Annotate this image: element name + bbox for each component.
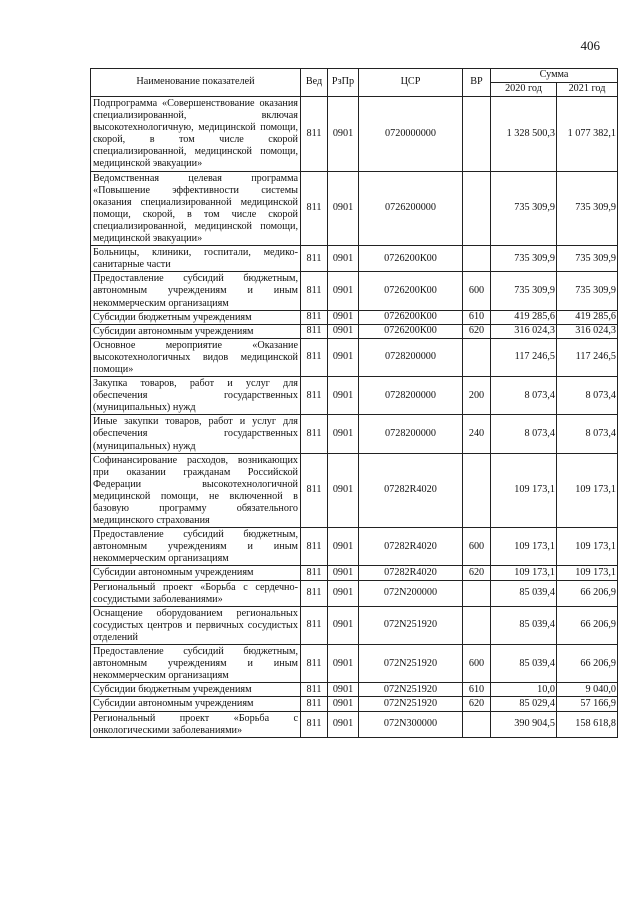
row-value-2021: 158 618,8 <box>557 711 618 737</box>
row-value-2020: 109 173,1 <box>491 453 557 528</box>
row-value-2021: 9 040,0 <box>557 683 618 697</box>
row-rzpr: 0901 <box>328 310 359 324</box>
row-value-2020: 8 073,4 <box>491 377 557 415</box>
row-name: Субсидии автономным учреждениям <box>91 324 301 338</box>
header-year-2021: 2021 год <box>557 83 618 97</box>
row-name: Основное мероприятие «Оказание высокотехнологичных видов медицинской помощи» <box>91 338 301 376</box>
row-ved: 811 <box>301 324 328 338</box>
page-number: 406 <box>580 38 600 53</box>
row-value-2020: 8 073,4 <box>491 415 557 453</box>
row-ved: 811 <box>301 645 328 683</box>
row-name: Субсидии бюджетным учреждениям <box>91 310 301 324</box>
table-row <box>91 528 618 566</box>
row-vr <box>463 580 491 606</box>
row-value-2020: 735 309,9 <box>491 272 557 310</box>
row-value-2021: 117 246,5 <box>557 338 618 376</box>
row-vr: 600 <box>463 528 491 566</box>
table-row <box>91 338 618 376</box>
row-rzpr: 0901 <box>328 528 359 566</box>
table-row <box>91 324 618 338</box>
header-row <box>91 69 618 83</box>
row-vr <box>463 338 491 376</box>
row-name: Подпрограмма «Совершенствование оказания специализированной, включая высокотехнологичную, медицинской помощи, скорой, в том числе скорой специализированной, медицинской помощи, медицинской эвакуации» <box>91 97 301 172</box>
row-vr: 240 <box>463 415 491 453</box>
row-name: Закупка товаров, работ и услуг для обеспечения государственных (муниципальных) нужд <box>91 377 301 415</box>
row-ved: 811 <box>301 272 328 310</box>
row-ved: 811 <box>301 415 328 453</box>
row-rzpr: 0901 <box>328 711 359 737</box>
row-name: Иные закупки товаров, работ и услуг для обеспечения государственных (муниципальных) нужд <box>91 415 301 453</box>
row-csr: 0728200000 <box>359 415 463 453</box>
row-name: Больницы, клиники, госпитали, медико-санитарные части <box>91 246 301 272</box>
row-csr: 07282R4020 <box>359 566 463 580</box>
row-ved: 811 <box>301 528 328 566</box>
row-value-2020: 85 039,4 <box>491 580 557 606</box>
row-value-2021: 109 173,1 <box>557 566 618 580</box>
table-row <box>91 697 618 711</box>
row-ved: 811 <box>301 310 328 324</box>
row-name: Предоставление субсидий бюджетным, автономным учреждениям и иным некоммерческим организациям <box>91 645 301 683</box>
row-name: Субсидии автономным учреждениям <box>91 697 301 711</box>
row-name: Софинансирование расходов, возникающих при оказании гражданам Российской Федерации высокотехнологичной медицинской помощи, не включенной в базовую программу обязательного медицинского страхования <box>91 453 301 528</box>
row-rzpr: 0901 <box>328 415 359 453</box>
table-row <box>91 453 618 528</box>
table-row <box>91 272 618 310</box>
row-rzpr: 0901 <box>328 580 359 606</box>
row-value-2020: 1 328 500,3 <box>491 97 557 172</box>
row-vr: 600 <box>463 645 491 683</box>
row-name: Субсидии автономным учреждениям <box>91 566 301 580</box>
row-rzpr: 0901 <box>328 272 359 310</box>
row-csr: 0726200К00 <box>359 246 463 272</box>
row-value-2020: 390 904,5 <box>491 711 557 737</box>
row-vr: 600 <box>463 272 491 310</box>
row-rzpr: 0901 <box>328 645 359 683</box>
row-value-2021: 735 309,9 <box>557 171 618 246</box>
row-ved: 811 <box>301 606 328 644</box>
row-value-2021: 66 206,9 <box>557 606 618 644</box>
row-vr <box>463 97 491 172</box>
row-csr: 07282R4020 <box>359 453 463 528</box>
header-sum: Сумма <box>491 69 618 83</box>
row-csr: 07282R4020 <box>359 528 463 566</box>
row-csr: 072N200000 <box>359 580 463 606</box>
row-rzpr: 0901 <box>328 97 359 172</box>
row-rzpr: 0901 <box>328 171 359 246</box>
row-vr: 610 <box>463 310 491 324</box>
row-value-2020: 109 173,1 <box>491 528 557 566</box>
row-vr <box>463 453 491 528</box>
row-ved: 811 <box>301 338 328 376</box>
row-value-2020: 316 024,3 <box>491 324 557 338</box>
row-value-2021: 109 173,1 <box>557 453 618 528</box>
row-ved: 811 <box>301 377 328 415</box>
row-rzpr: 0901 <box>328 606 359 644</box>
row-value-2020: 735 309,9 <box>491 246 557 272</box>
row-csr: 072N251920 <box>359 683 463 697</box>
row-rzpr: 0901 <box>328 377 359 415</box>
row-ved: 811 <box>301 171 328 246</box>
row-rzpr: 0901 <box>328 697 359 711</box>
row-csr: 0720000000 <box>359 97 463 172</box>
table-row <box>91 310 618 324</box>
header-csr: ЦСР <box>359 69 463 97</box>
row-csr: 0728200000 <box>359 377 463 415</box>
header-ved: Вед <box>301 69 328 97</box>
row-ved: 811 <box>301 246 328 272</box>
row-vr: 620 <box>463 566 491 580</box>
row-rzpr: 0901 <box>328 324 359 338</box>
table-row <box>91 645 618 683</box>
table-row <box>91 683 618 697</box>
row-rzpr: 0901 <box>328 566 359 580</box>
table-body <box>91 97 618 738</box>
header-name: Наименование показателей <box>91 69 301 97</box>
row-value-2021: 57 166,9 <box>557 697 618 711</box>
row-ved: 811 <box>301 683 328 697</box>
row-csr: 0726200К00 <box>359 272 463 310</box>
row-value-2020: 85 039,4 <box>491 645 557 683</box>
table-row <box>91 97 618 172</box>
row-vr <box>463 711 491 737</box>
row-value-2020: 117 246,5 <box>491 338 557 376</box>
row-value-2021: 419 285,6 <box>557 310 618 324</box>
row-value-2020: 735 309,9 <box>491 171 557 246</box>
row-value-2021: 735 309,9 <box>557 246 618 272</box>
table-row <box>91 171 618 246</box>
row-vr: 620 <box>463 697 491 711</box>
row-vr: 620 <box>463 324 491 338</box>
table-row <box>91 566 618 580</box>
row-csr: 072N300000 <box>359 711 463 737</box>
row-rzpr: 0901 <box>328 338 359 376</box>
row-value-2021: 1 077 382,1 <box>557 97 618 172</box>
row-rzpr: 0901 <box>328 453 359 528</box>
row-csr: 0728200000 <box>359 338 463 376</box>
row-ved: 811 <box>301 697 328 711</box>
budget-table <box>90 68 618 738</box>
row-value-2021: 109 173,1 <box>557 528 618 566</box>
row-value-2021: 8 073,4 <box>557 377 618 415</box>
table-row <box>91 606 618 644</box>
row-name: Оснащение оборудованием региональных сосудистых центров и первичных сосудистых отделений <box>91 606 301 644</box>
table-row <box>91 711 618 737</box>
header-vr: ВР <box>463 69 491 97</box>
row-vr <box>463 171 491 246</box>
row-value-2020: 10,0 <box>491 683 557 697</box>
table-row <box>91 580 618 606</box>
row-name: Ведомственная целевая программа «Повышение эффективности системы оказания специализированной медицинской помощи, скорой, в том числе скорой специализированной, медицинской помощи, медицинской эвакуации» <box>91 171 301 246</box>
row-name: Субсидии бюджетным учреждениям <box>91 683 301 697</box>
row-csr: 072N251920 <box>359 606 463 644</box>
row-vr <box>463 246 491 272</box>
row-csr: 0726200К00 <box>359 324 463 338</box>
row-name: Предоставление субсидий бюджетным, автономным учреждениям и иным некоммерческим организациям <box>91 528 301 566</box>
row-value-2020: 85 029,4 <box>491 697 557 711</box>
row-csr: 0726200000 <box>359 171 463 246</box>
row-name: Предоставление субсидий бюджетным, автономным учреждениям и иным некоммерческим организациям <box>91 272 301 310</box>
row-vr <box>463 606 491 644</box>
row-value-2021: 66 206,9 <box>557 580 618 606</box>
row-rzpr: 0901 <box>328 246 359 272</box>
row-value-2021: 8 073,4 <box>557 415 618 453</box>
row-name: Региональный проект «Борьба с сердечно-сосудистыми заболеваниями» <box>91 580 301 606</box>
row-name: Региональный проект «Борьба с онкологическими заболеваниями» <box>91 711 301 737</box>
row-value-2021: 316 024,3 <box>557 324 618 338</box>
row-csr: 072N251920 <box>359 697 463 711</box>
row-vr: 200 <box>463 377 491 415</box>
row-ved: 811 <box>301 566 328 580</box>
row-value-2021: 66 206,9 <box>557 645 618 683</box>
row-value-2020: 419 285,6 <box>491 310 557 324</box>
table-row <box>91 246 618 272</box>
row-rzpr: 0901 <box>328 683 359 697</box>
table-row <box>91 415 618 453</box>
row-vr: 610 <box>463 683 491 697</box>
row-value-2020: 85 039,4 <box>491 606 557 644</box>
row-ved: 811 <box>301 711 328 737</box>
row-csr: 072N251920 <box>359 645 463 683</box>
row-value-2021: 735 309,9 <box>557 272 618 310</box>
header-year-2020: 2020 год <box>491 83 557 97</box>
row-ved: 811 <box>301 453 328 528</box>
table-row <box>91 377 618 415</box>
header-rzpr: РзПр <box>328 69 359 97</box>
row-ved: 811 <box>301 580 328 606</box>
row-csr: 0726200К00 <box>359 310 463 324</box>
row-value-2020: 109 173,1 <box>491 566 557 580</box>
row-ved: 811 <box>301 97 328 172</box>
